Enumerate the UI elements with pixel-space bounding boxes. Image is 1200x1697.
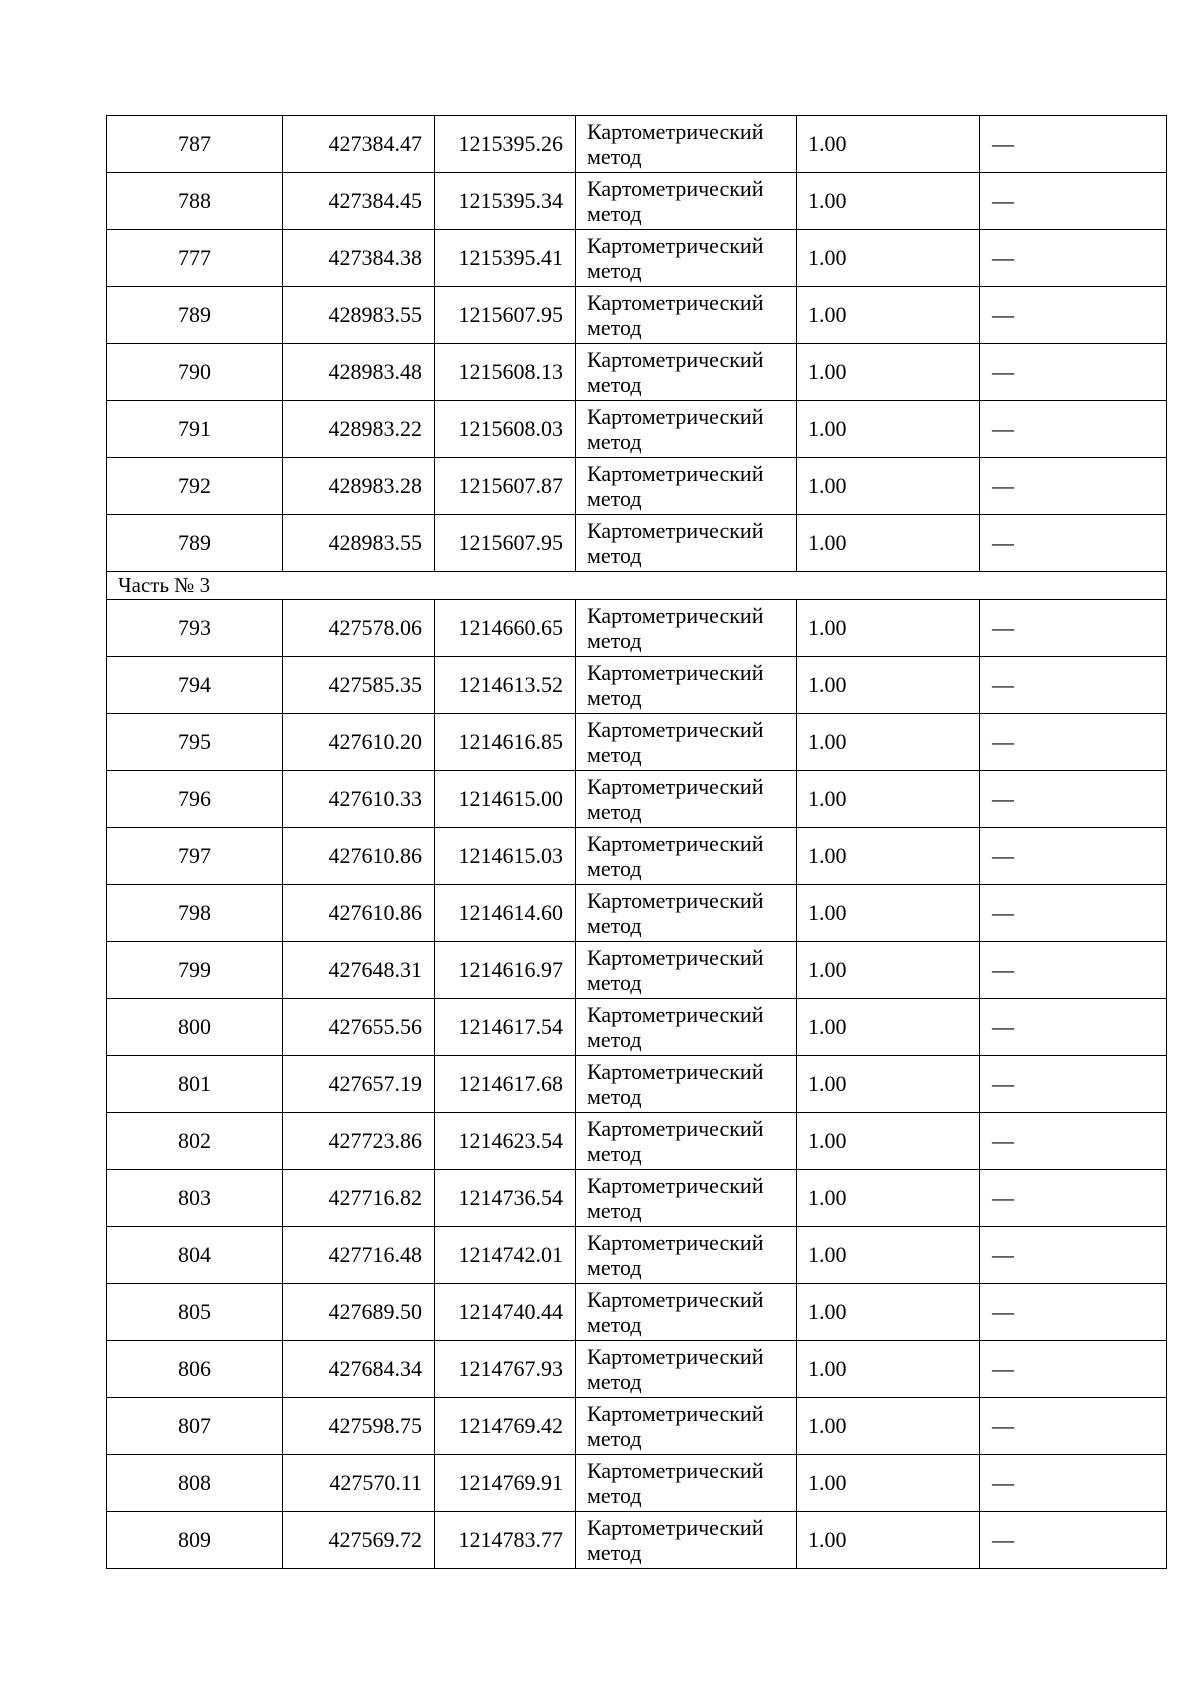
y-coordinate-cell: 1214614.60 bbox=[435, 885, 576, 942]
method-text: Картометрический метод bbox=[587, 944, 764, 995]
note-cell: — bbox=[980, 657, 1167, 714]
table-row bbox=[107, 173, 1167, 230]
method-cell bbox=[576, 344, 797, 401]
x-coordinate-cell: 427610.86 bbox=[283, 885, 435, 942]
x-coordinate-cell: 427610.20 bbox=[283, 714, 435, 771]
point-number-cell: 790 bbox=[107, 344, 283, 401]
accuracy-cell: 1.00 bbox=[797, 515, 980, 572]
y-coordinate-cell: 1214617.68 bbox=[435, 1056, 576, 1113]
method-cell bbox=[576, 1512, 797, 1569]
y-coordinate-cell: 1214783.77 bbox=[435, 1512, 576, 1569]
method-text: Картометрический метод bbox=[587, 1457, 764, 1508]
method-text: Картометрический метод bbox=[587, 716, 764, 767]
table-row bbox=[107, 401, 1167, 458]
y-coordinate-cell: 1214615.03 bbox=[435, 828, 576, 885]
x-coordinate-cell: 427655.56 bbox=[283, 999, 435, 1056]
accuracy-cell: 1.00 bbox=[797, 885, 980, 942]
y-coordinate-cell: 1214769.42 bbox=[435, 1398, 576, 1455]
section-label: Часть № 3 bbox=[107, 572, 1167, 600]
method-cell bbox=[576, 714, 797, 771]
table-row bbox=[107, 1398, 1167, 1455]
method-text: Картометрический метод bbox=[587, 1343, 764, 1394]
table-row bbox=[107, 657, 1167, 714]
table-row bbox=[107, 1056, 1167, 1113]
method-text: Картометрический метод bbox=[587, 773, 764, 824]
x-coordinate-cell: 427569.72 bbox=[283, 1512, 435, 1569]
table-row bbox=[107, 1341, 1167, 1398]
y-coordinate-cell: 1214740.44 bbox=[435, 1284, 576, 1341]
accuracy-cell: 1.00 bbox=[797, 942, 980, 999]
x-coordinate-cell: 427384.47 bbox=[283, 116, 435, 173]
y-coordinate-cell: 1215607.87 bbox=[435, 458, 576, 515]
note-cell: — bbox=[980, 1056, 1167, 1113]
point-number-cell: 789 bbox=[107, 515, 283, 572]
accuracy-cell: 1.00 bbox=[797, 344, 980, 401]
point-number-cell: 795 bbox=[107, 714, 283, 771]
table-row bbox=[107, 771, 1167, 828]
x-coordinate-cell: 427716.82 bbox=[283, 1170, 435, 1227]
accuracy-cell: 1.00 bbox=[797, 771, 980, 828]
y-coordinate-cell: 1215607.95 bbox=[435, 287, 576, 344]
point-number-cell: 803 bbox=[107, 1170, 283, 1227]
point-number-cell: 809 bbox=[107, 1512, 283, 1569]
y-coordinate-cell: 1214615.00 bbox=[435, 771, 576, 828]
method-text: Картометрический метод bbox=[587, 887, 764, 938]
y-coordinate-cell: 1214613.52 bbox=[435, 657, 576, 714]
x-coordinate-cell: 427610.86 bbox=[283, 828, 435, 885]
method-text: Картометрический метод bbox=[587, 1286, 764, 1337]
note-cell: — bbox=[980, 600, 1167, 657]
accuracy-cell: 1.00 bbox=[797, 1113, 980, 1170]
y-coordinate-cell: 1214616.85 bbox=[435, 714, 576, 771]
table-row bbox=[107, 1512, 1167, 1569]
accuracy-cell: 1.00 bbox=[797, 116, 980, 173]
table-row bbox=[107, 1227, 1167, 1284]
method-cell bbox=[576, 287, 797, 344]
table-row bbox=[107, 116, 1167, 173]
accuracy-cell: 1.00 bbox=[797, 1512, 980, 1569]
method-cell bbox=[576, 401, 797, 458]
method-cell bbox=[576, 999, 797, 1056]
x-coordinate-cell: 427684.34 bbox=[283, 1341, 435, 1398]
table-row bbox=[107, 999, 1167, 1056]
point-number-cell: 777 bbox=[107, 230, 283, 287]
point-number-cell: 794 bbox=[107, 657, 283, 714]
table-row bbox=[107, 1113, 1167, 1170]
method-cell bbox=[576, 173, 797, 230]
method-cell bbox=[576, 1455, 797, 1512]
note-cell: — bbox=[980, 344, 1167, 401]
note-cell: — bbox=[980, 1284, 1167, 1341]
method-text: Картометрический метод bbox=[587, 1172, 764, 1223]
method-text: Картометрический метод bbox=[587, 346, 764, 397]
accuracy-cell: 1.00 bbox=[797, 1398, 980, 1455]
point-number-cell: 797 bbox=[107, 828, 283, 885]
table-row bbox=[107, 1284, 1167, 1341]
method-cell bbox=[576, 1113, 797, 1170]
note-cell: — bbox=[980, 515, 1167, 572]
note-cell: — bbox=[980, 1341, 1167, 1398]
method-cell bbox=[576, 230, 797, 287]
note-cell: — bbox=[980, 1113, 1167, 1170]
method-cell bbox=[576, 515, 797, 572]
note-cell: — bbox=[980, 828, 1167, 885]
accuracy-cell: 1.00 bbox=[797, 1170, 980, 1227]
method-cell bbox=[576, 885, 797, 942]
method-cell bbox=[576, 1056, 797, 1113]
method-cell bbox=[576, 1227, 797, 1284]
method-text: Картометрический метод bbox=[587, 1514, 764, 1565]
coordinates-table bbox=[106, 115, 1167, 1569]
method-text: Картометрический метод bbox=[587, 1058, 764, 1109]
table-row bbox=[107, 1455, 1167, 1512]
method-text: Картометрический метод bbox=[587, 659, 764, 710]
x-coordinate-cell: 428983.28 bbox=[283, 458, 435, 515]
y-coordinate-cell: 1215608.13 bbox=[435, 344, 576, 401]
x-coordinate-cell: 427648.31 bbox=[283, 942, 435, 999]
point-number-cell: 808 bbox=[107, 1455, 283, 1512]
accuracy-cell: 1.00 bbox=[797, 657, 980, 714]
accuracy-cell: 1.00 bbox=[797, 999, 980, 1056]
accuracy-cell: 1.00 bbox=[797, 600, 980, 657]
x-coordinate-cell: 428983.55 bbox=[283, 515, 435, 572]
table-row bbox=[107, 230, 1167, 287]
point-number-cell: 798 bbox=[107, 885, 283, 942]
y-coordinate-cell: 1215608.03 bbox=[435, 401, 576, 458]
point-number-cell: 801 bbox=[107, 1056, 283, 1113]
table-row bbox=[107, 714, 1167, 771]
point-number-cell: 791 bbox=[107, 401, 283, 458]
note-cell: — bbox=[980, 116, 1167, 173]
section-header-row bbox=[107, 572, 1167, 600]
table-row bbox=[107, 942, 1167, 999]
table-row bbox=[107, 287, 1167, 344]
method-cell bbox=[576, 1398, 797, 1455]
method-cell bbox=[576, 116, 797, 173]
method-cell bbox=[576, 828, 797, 885]
method-cell bbox=[576, 1341, 797, 1398]
point-number-cell: 804 bbox=[107, 1227, 283, 1284]
accuracy-cell: 1.00 bbox=[797, 1284, 980, 1341]
x-coordinate-cell: 427578.06 bbox=[283, 600, 435, 657]
method-text: Картометрический метод bbox=[587, 602, 764, 653]
point-number-cell: 802 bbox=[107, 1113, 283, 1170]
point-number-cell: 807 bbox=[107, 1398, 283, 1455]
accuracy-cell: 1.00 bbox=[797, 287, 980, 344]
point-number-cell: 796 bbox=[107, 771, 283, 828]
method-text: Картометрический метод bbox=[587, 460, 764, 511]
method-cell bbox=[576, 600, 797, 657]
y-coordinate-cell: 1214742.01 bbox=[435, 1227, 576, 1284]
coordinates-table-body bbox=[107, 116, 1167, 1569]
accuracy-cell: 1.00 bbox=[797, 714, 980, 771]
table-row bbox=[107, 344, 1167, 401]
note-cell: — bbox=[980, 1455, 1167, 1512]
note-cell: — bbox=[980, 458, 1167, 515]
method-text: Картометрический метод bbox=[587, 1229, 764, 1280]
y-coordinate-cell: 1214767.93 bbox=[435, 1341, 576, 1398]
accuracy-cell: 1.00 bbox=[797, 1455, 980, 1512]
note-cell: — bbox=[980, 714, 1167, 771]
method-text: Картометрический метод bbox=[587, 830, 764, 881]
accuracy-cell: 1.00 bbox=[797, 1341, 980, 1398]
method-text: Картометрический метод bbox=[587, 175, 764, 226]
note-cell: — bbox=[980, 230, 1167, 287]
point-number-cell: 788 bbox=[107, 173, 283, 230]
table-row bbox=[107, 515, 1167, 572]
note-cell: — bbox=[980, 401, 1167, 458]
x-coordinate-cell: 427384.38 bbox=[283, 230, 435, 287]
table-row bbox=[107, 458, 1167, 515]
x-coordinate-cell: 428983.22 bbox=[283, 401, 435, 458]
x-coordinate-cell: 427657.19 bbox=[283, 1056, 435, 1113]
y-coordinate-cell: 1214736.54 bbox=[435, 1170, 576, 1227]
method-text: Картометрический метод bbox=[587, 289, 764, 340]
table-row bbox=[107, 600, 1167, 657]
y-coordinate-cell: 1215607.95 bbox=[435, 515, 576, 572]
note-cell: — bbox=[980, 942, 1167, 999]
note-cell: — bbox=[980, 1512, 1167, 1569]
point-number-cell: 787 bbox=[107, 116, 283, 173]
x-coordinate-cell: 427723.86 bbox=[283, 1113, 435, 1170]
note-cell: — bbox=[980, 885, 1167, 942]
note-cell: — bbox=[980, 999, 1167, 1056]
y-coordinate-cell: 1215395.41 bbox=[435, 230, 576, 287]
x-coordinate-cell: 427610.33 bbox=[283, 771, 435, 828]
y-coordinate-cell: 1214623.54 bbox=[435, 1113, 576, 1170]
y-coordinate-cell: 1215395.26 bbox=[435, 116, 576, 173]
table-row bbox=[107, 828, 1167, 885]
x-coordinate-cell: 427716.48 bbox=[283, 1227, 435, 1284]
method-text: Картометрический метод bbox=[587, 1115, 764, 1166]
method-text: Картометрический метод bbox=[587, 232, 764, 283]
note-cell: — bbox=[980, 173, 1167, 230]
method-cell bbox=[576, 1284, 797, 1341]
x-coordinate-cell: 427585.35 bbox=[283, 657, 435, 714]
x-coordinate-cell: 427689.50 bbox=[283, 1284, 435, 1341]
point-number-cell: 800 bbox=[107, 999, 283, 1056]
method-text: Картометрический метод bbox=[587, 1400, 764, 1451]
x-coordinate-cell: 427384.45 bbox=[283, 173, 435, 230]
note-cell: — bbox=[980, 1398, 1167, 1455]
point-number-cell: 806 bbox=[107, 1341, 283, 1398]
method-cell bbox=[576, 1170, 797, 1227]
x-coordinate-cell: 427570.11 bbox=[283, 1455, 435, 1512]
method-text: Картометрический метод bbox=[587, 517, 764, 568]
point-number-cell: 799 bbox=[107, 942, 283, 999]
note-cell: — bbox=[980, 1227, 1167, 1284]
note-cell: — bbox=[980, 771, 1167, 828]
method-cell bbox=[576, 458, 797, 515]
accuracy-cell: 1.00 bbox=[797, 1056, 980, 1113]
y-coordinate-cell: 1214660.65 bbox=[435, 600, 576, 657]
accuracy-cell: 1.00 bbox=[797, 173, 980, 230]
x-coordinate-cell: 428983.55 bbox=[283, 287, 435, 344]
table-row bbox=[107, 1170, 1167, 1227]
method-text: Картометрический метод bbox=[587, 118, 764, 169]
note-cell: — bbox=[980, 287, 1167, 344]
accuracy-cell: 1.00 bbox=[797, 1227, 980, 1284]
x-coordinate-cell: 427598.75 bbox=[283, 1398, 435, 1455]
x-coordinate-cell: 428983.48 bbox=[283, 344, 435, 401]
accuracy-cell: 1.00 bbox=[797, 828, 980, 885]
y-coordinate-cell: 1215395.34 bbox=[435, 173, 576, 230]
point-number-cell: 792 bbox=[107, 458, 283, 515]
method-text: Картометрический метод bbox=[587, 1001, 764, 1052]
note-cell: — bbox=[980, 1170, 1167, 1227]
y-coordinate-cell: 1214769.91 bbox=[435, 1455, 576, 1512]
table-row bbox=[107, 885, 1167, 942]
point-number-cell: 793 bbox=[107, 600, 283, 657]
accuracy-cell: 1.00 bbox=[797, 401, 980, 458]
accuracy-cell: 1.00 bbox=[797, 458, 980, 515]
point-number-cell: 805 bbox=[107, 1284, 283, 1341]
y-coordinate-cell: 1214616.97 bbox=[435, 942, 576, 999]
method-cell bbox=[576, 771, 797, 828]
method-text: Картометрический метод bbox=[587, 403, 764, 454]
method-cell bbox=[576, 657, 797, 714]
point-number-cell: 789 bbox=[107, 287, 283, 344]
y-coordinate-cell: 1214617.54 bbox=[435, 999, 576, 1056]
accuracy-cell: 1.00 bbox=[797, 230, 980, 287]
method-cell bbox=[576, 942, 797, 999]
